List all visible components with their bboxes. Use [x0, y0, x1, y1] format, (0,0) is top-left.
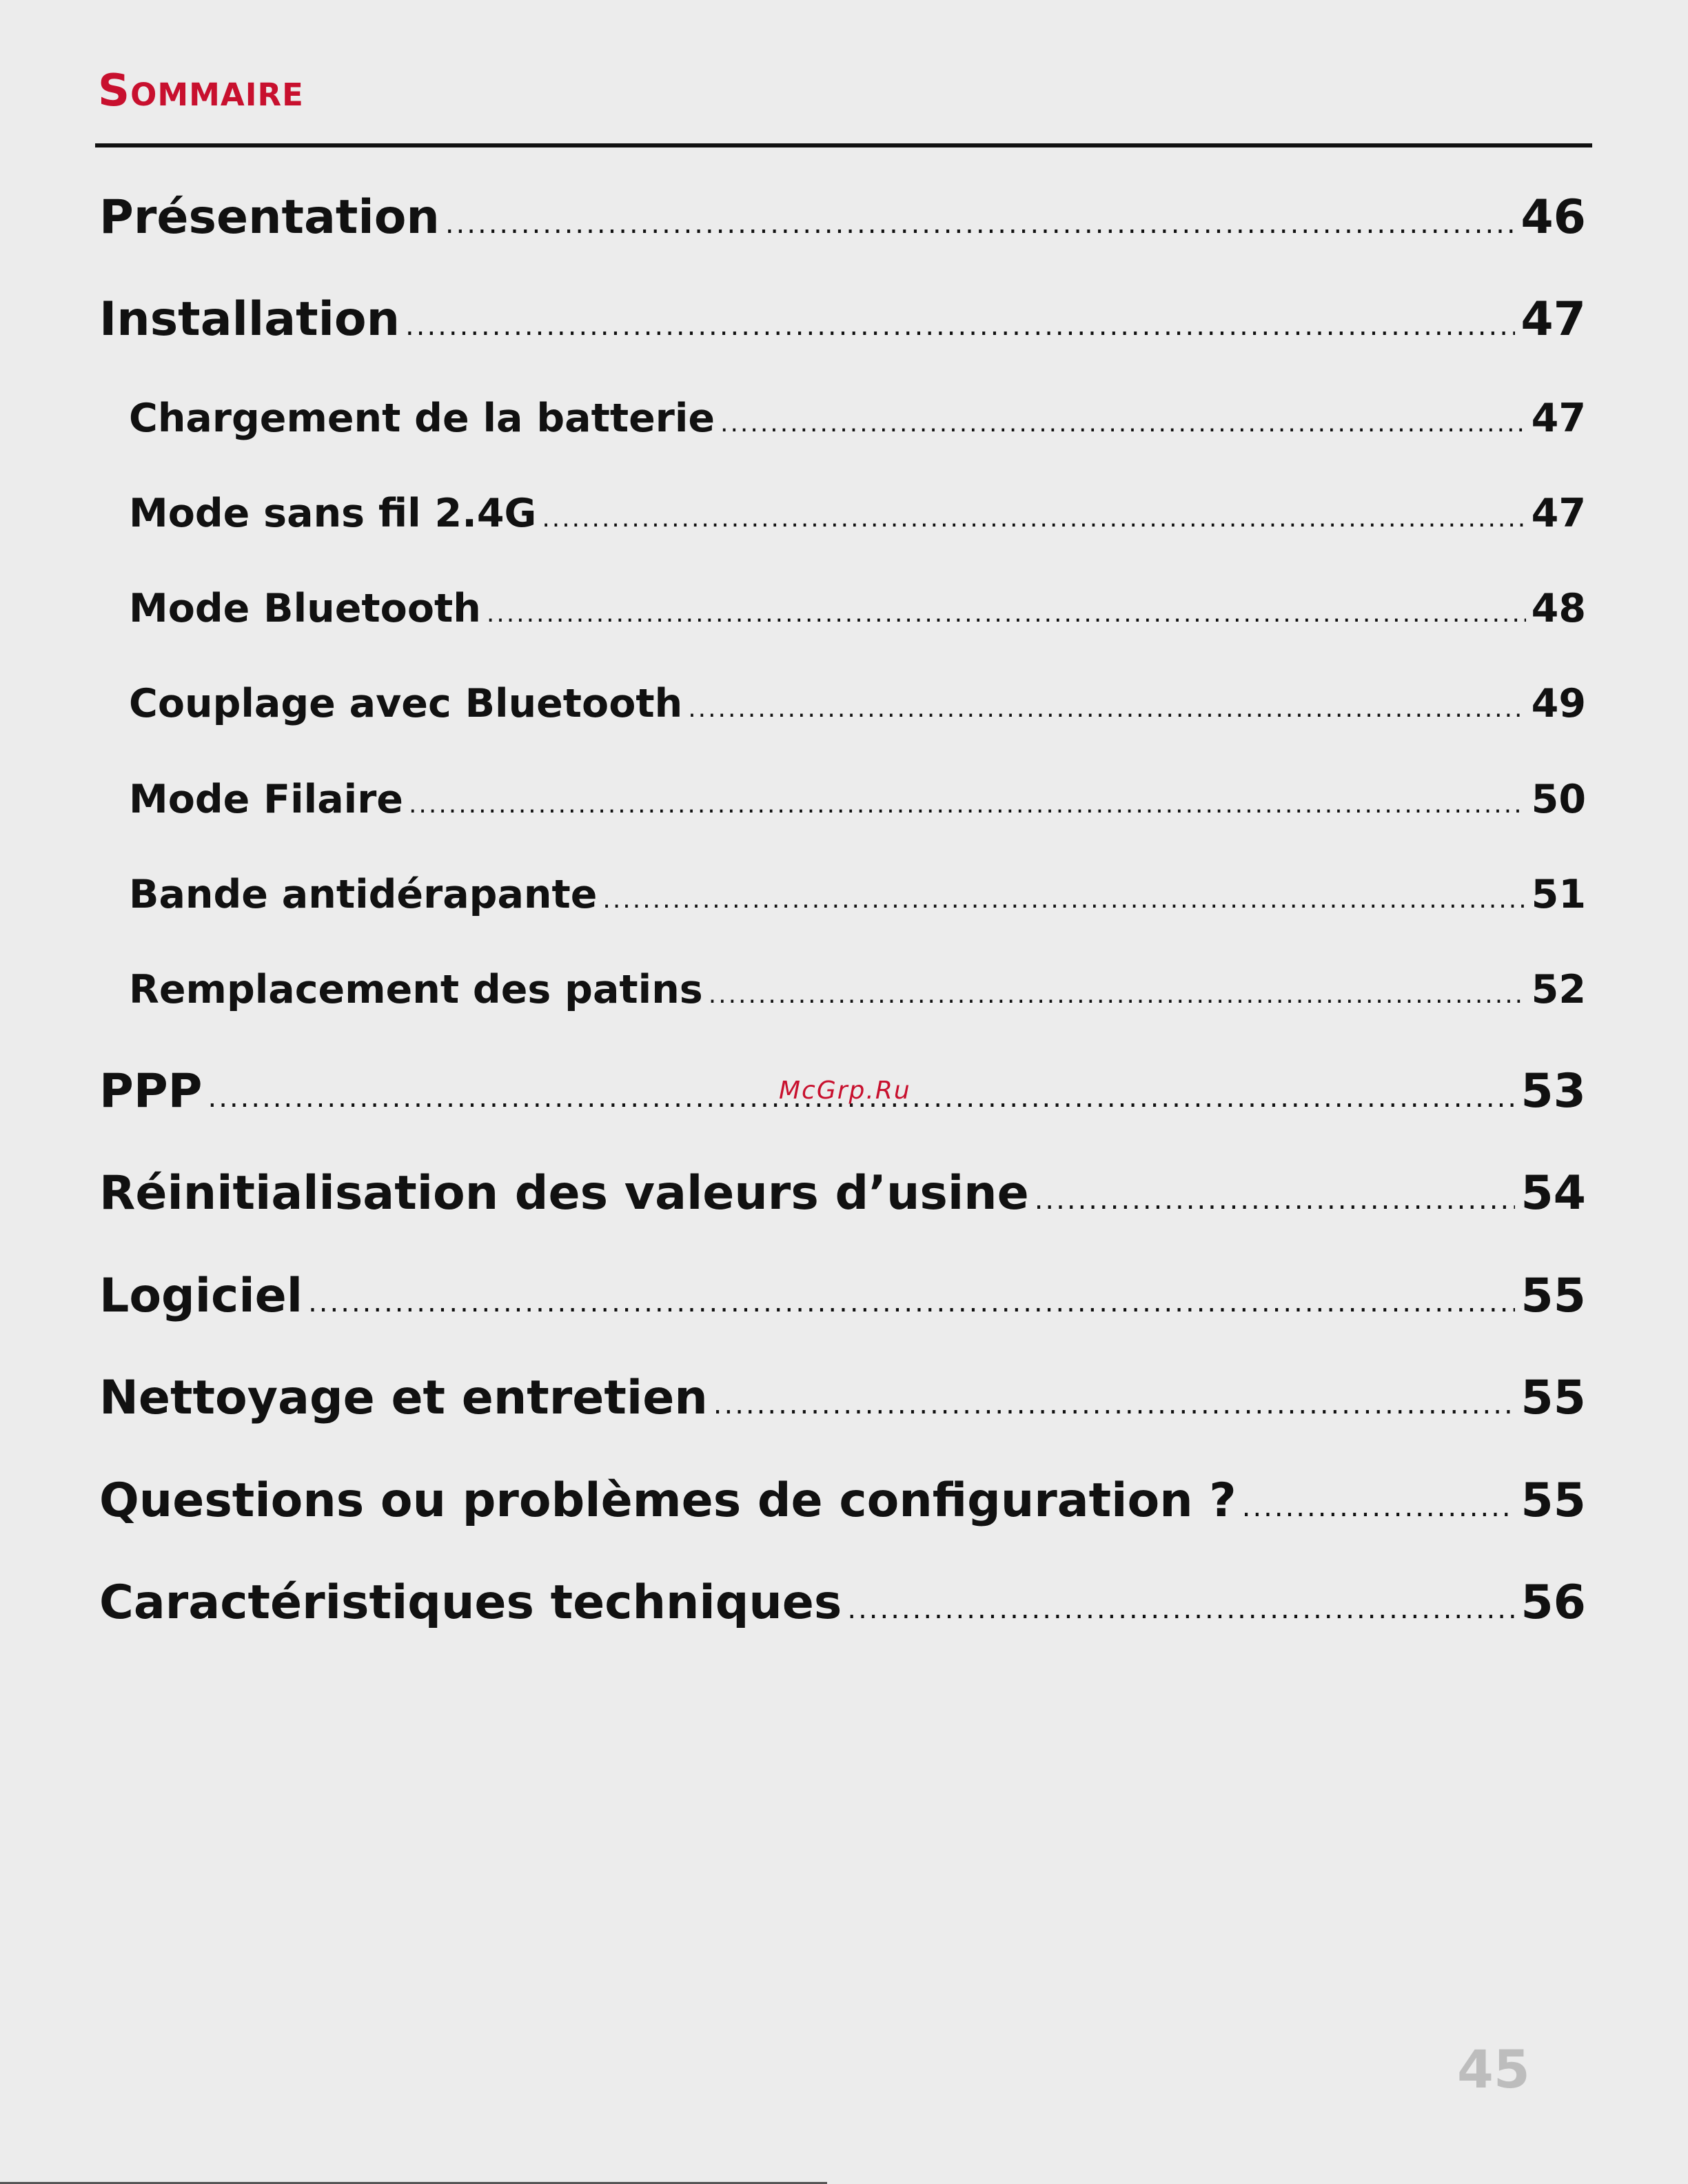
toc-dot-leader — [1242, 1491, 1516, 1523]
toc-entry-page: 56 — [1521, 1575, 1586, 1630]
toc-entry-label: Installation — [99, 292, 400, 347]
toc-entry-remplacement-patins[interactable] — [129, 967, 1586, 1012]
toc-dot-leader — [720, 409, 1526, 438]
toc-entry-chargement-batterie[interactable] — [129, 396, 1586, 441]
toc-entry-mode-filaire[interactable] — [129, 777, 1586, 822]
toc-entry-installation[interactable] — [99, 292, 1586, 347]
page-number: 45 — [1457, 2039, 1530, 2100]
toc-dot-leader — [688, 695, 1525, 723]
toc-entry-page: 53 — [1521, 1064, 1586, 1119]
toc-dot-leader — [405, 310, 1515, 342]
toc-entry-page: 55 — [1521, 1371, 1586, 1425]
toc-entry-page: 55 — [1521, 1473, 1586, 1528]
toc-entry-mode-sans-fil[interactable] — [129, 491, 1586, 536]
toc-entry-page: 52 — [1531, 967, 1586, 1012]
toc-entry-mode-bluetooth[interactable] — [129, 586, 1586, 631]
toc-entry-page: 46 — [1521, 190, 1586, 245]
toc-entry-label: Questions ou problèmes de configuration ? — [99, 1473, 1237, 1528]
toc-entry-label: Mode sans fil 2.4G — [129, 491, 537, 536]
toc-dot-leader — [1035, 1184, 1516, 1216]
toc-entry-reinitialisation[interactable] — [99, 1166, 1586, 1221]
toc-entry-label: Logiciel — [99, 1269, 303, 1323]
toc-entry-logiciel[interactable] — [99, 1269, 1586, 1323]
toc-entry-page: 50 — [1531, 777, 1586, 822]
toc-entry-page: 47 — [1531, 491, 1586, 536]
watermark-text: McGrp.Ru — [779, 1076, 911, 1105]
toc-entry-nettoyage[interactable] — [99, 1371, 1586, 1425]
toc-dot-leader — [542, 504, 1525, 533]
toc-entry-label: Remplacement des patins — [129, 967, 703, 1012]
toc-entry-page: 48 — [1531, 586, 1586, 631]
page-title: Sommaire — [98, 65, 304, 116]
toc-dot-leader — [445, 208, 1516, 240]
toc-entry-page: 55 — [1521, 1269, 1586, 1323]
toc-entry-label: Réinitialisation des valeurs d’usine — [99, 1166, 1029, 1221]
toc-entry-couplage-bluetooth[interactable] — [129, 681, 1586, 726]
toc-entry-label: Chargement de la batterie — [129, 396, 715, 441]
toc-entry-label: Nettoyage et entretien — [99, 1371, 708, 1425]
toc-dot-leader — [713, 1389, 1516, 1420]
toc-entry-bande-antiderapante[interactable] — [129, 872, 1586, 917]
toc-entry-label: Couplage avec Bluetooth — [129, 681, 683, 726]
toc-dot-leader — [847, 1593, 1515, 1625]
toc-entry-label: Bande antidérapante — [129, 872, 598, 917]
toc-entry-label: Caractéristiques techniques — [99, 1575, 842, 1630]
toc-entry-page: 51 — [1531, 872, 1586, 917]
toc-entry-label: Mode Bluetooth — [129, 586, 481, 631]
toc-entry-label: PPP — [99, 1064, 203, 1119]
toc-entry-page: 49 — [1531, 681, 1586, 726]
toc-entry-label: Mode Filaire — [129, 777, 403, 822]
toc-entry-presentation[interactable] — [99, 190, 1586, 245]
toc-dot-leader — [487, 600, 1526, 628]
toc-entry-page: 54 — [1521, 1166, 1586, 1221]
toc-entry-page: 47 — [1531, 396, 1586, 441]
toc-entry-questions[interactable] — [99, 1473, 1586, 1528]
toc-entry-label: Présentation — [99, 190, 440, 245]
toc-dot-leader — [709, 981, 1526, 1009]
toc-dot-leader — [602, 886, 1525, 914]
toc-entry-caracteristiques[interactable] — [99, 1575, 1586, 1630]
toc-dot-leader — [308, 1287, 1515, 1318]
toc-dot-leader — [409, 790, 1526, 819]
toc-entry-page: 47 — [1521, 292, 1586, 347]
